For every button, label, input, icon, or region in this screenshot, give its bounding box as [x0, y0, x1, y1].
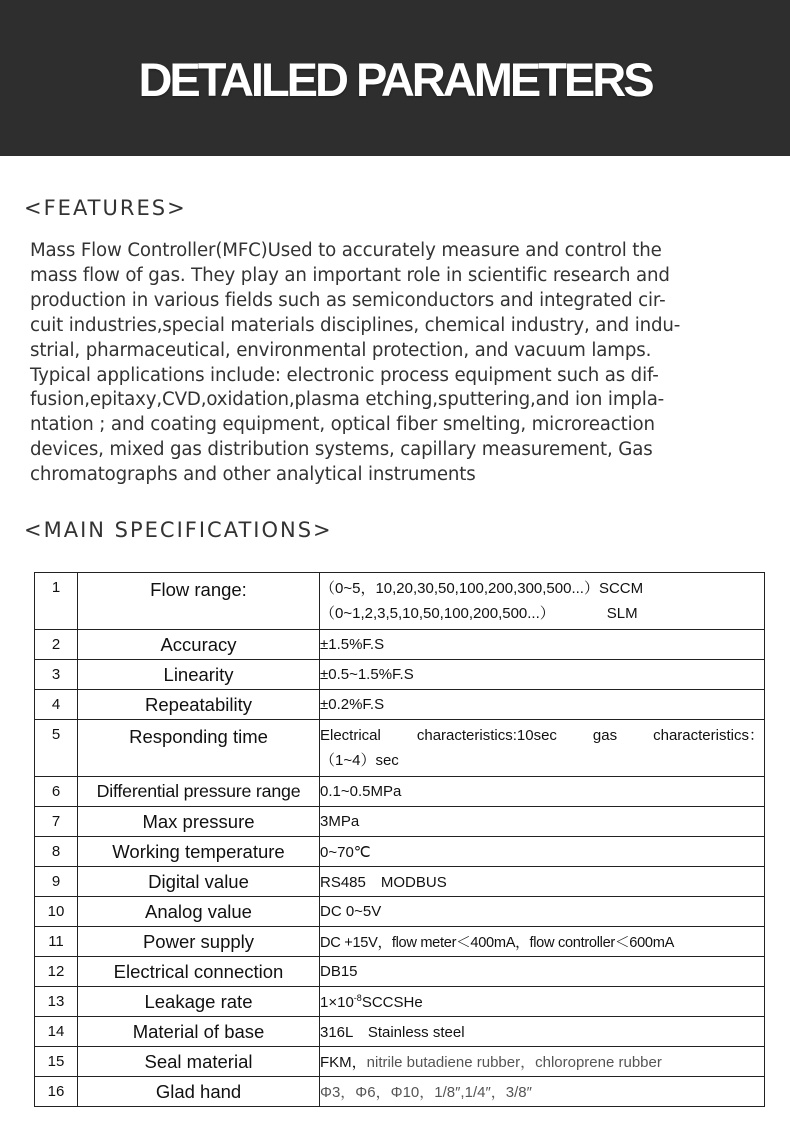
param-name: Linearity [78, 660, 320, 690]
row-number: 5 [35, 720, 78, 777]
param-name: Digital value [78, 867, 320, 897]
value-word: characteristics:10sec [416, 727, 557, 744]
param-name: Responding time [78, 720, 320, 777]
table-row [35, 1047, 765, 1077]
param-value: ±0.2%F.S [320, 690, 765, 720]
param-name: Analog value [78, 897, 320, 927]
table-row [35, 867, 765, 897]
param-value: 316L Stainless steel [320, 1017, 765, 1047]
param-name: Glad hand [78, 1077, 320, 1107]
value-exponent: -8 [353, 992, 362, 1003]
features-paragraph [30, 239, 775, 488]
value-text: （0~1,2,3,5,10,50,100,200,500...） [320, 605, 555, 622]
table-row [35, 987, 765, 1017]
param-name: Flow range: [78, 573, 320, 630]
value-line [320, 723, 764, 748]
value-line: （1~4）sec [320, 752, 399, 769]
table-row [35, 630, 765, 660]
row-number: 14 [35, 1017, 78, 1047]
table-row [35, 897, 765, 927]
value-line [320, 601, 764, 626]
param-name: Working temperature [78, 837, 320, 867]
value-word: gas [592, 727, 618, 744]
table-row [35, 1017, 765, 1047]
row-number: 12 [35, 957, 78, 987]
param-value: Φ3，Φ6，Φ10，1/8″,1/4″，3/8″ [320, 1077, 765, 1107]
param-name: Material of base [78, 1017, 320, 1047]
table-row [35, 1077, 765, 1107]
table-row [35, 927, 765, 957]
features-line: devices, mixed gas distribution systems, capillary measurement, Gas [30, 439, 653, 461]
features-line: Mass Flow Controller(MFC)Used to accurately measure and control the [30, 240, 662, 261]
features-line: ntation ; and coating equipment, optical fiber smelting, microreaction [30, 414, 655, 436]
features-heading: <FEATURES> [24, 196, 187, 220]
param-name: Accuracy [78, 630, 320, 660]
specifications-table [34, 572, 765, 1107]
param-name: Electrical connection [78, 957, 320, 987]
param-value: 0.1~0.5MPa [320, 777, 765, 807]
header-banner [0, 0, 790, 156]
table-row [35, 720, 765, 777]
table-row [35, 690, 765, 720]
param-value: DB15 [320, 957, 765, 987]
row-number: 2 [35, 630, 78, 660]
value-unit: SLM [606, 605, 638, 622]
param-value: ±1.5%F.S [320, 630, 765, 660]
param-value: DC +15V，flow meter＜400mA，flow controller＜600mA [320, 927, 765, 957]
row-number: 10 [35, 897, 78, 927]
table-row [35, 807, 765, 837]
param-value: RS485 MODBUS [320, 867, 765, 897]
param-name: Max pressure [78, 807, 320, 837]
features-line: fusion,epitaxy,CVD,oxidation,plasma etching,sputtering,and ion impla- [30, 389, 665, 411]
value-text: FKM， [320, 1054, 367, 1071]
value-base: 1×10 [320, 993, 354, 1011]
features-line: cuit industries,special materials disciplines, chemical industry, and indu- [30, 314, 681, 336]
row-number: 3 [35, 660, 78, 690]
param-value: 0~70℃ [320, 837, 765, 867]
table-row [35, 777, 765, 807]
param-value: DC 0~5V [320, 897, 765, 927]
banner-title: DETAILED PARAMETERS [138, 52, 652, 106]
param-value [320, 573, 765, 630]
param-value: 3MPa [320, 807, 765, 837]
value-text: nitrile butadiene rubber，chloroprene rubber [366, 1054, 662, 1071]
param-value: ±0.5~1.5%F.S [320, 660, 765, 690]
row-number: 6 [35, 777, 78, 807]
value-unit: SCCSHe [361, 993, 423, 1011]
value-word: characteristics： [653, 727, 764, 744]
specs-heading: <MAIN SPECIFICATIONS> [24, 518, 333, 542]
row-number: 9 [35, 867, 78, 897]
features-line: chromatographs and other analytical instruments [30, 464, 476, 486]
features-line: mass flow of gas. They play an important role in scientific research and [30, 264, 670, 286]
param-name: Differential pressure range [78, 777, 320, 807]
param-name: Repeatability [78, 690, 320, 720]
row-number: 7 [35, 807, 78, 837]
features-line: strial, pharmaceutical, environmental protection, and vacuum lamps. [30, 339, 652, 361]
param-name: Leakage rate [78, 987, 320, 1017]
param-name: Power supply [78, 927, 320, 957]
row-number: 15 [35, 1047, 78, 1077]
param-name: Seal material [78, 1047, 320, 1077]
param-value [320, 987, 765, 1017]
row-number: 4 [35, 690, 78, 720]
param-value [320, 720, 765, 777]
row-number: 13 [35, 987, 78, 1017]
table-row [35, 573, 765, 630]
row-number: 16 [35, 1077, 78, 1107]
row-number: 8 [35, 837, 78, 867]
value-word: Electrical [320, 727, 381, 744]
features-line: Typical applications include: electronic process equipment such as dif- [30, 364, 659, 386]
param-value [320, 1047, 765, 1077]
features-line: production in various fields such as semiconductors and integrated cir- [30, 289, 666, 311]
table-row [35, 660, 765, 690]
row-number: 1 [35, 573, 78, 630]
value-line: （0~5，10,20,30,50,100,200,300,500...）SCCM [320, 580, 644, 597]
row-number: 11 [35, 927, 78, 957]
table-row [35, 837, 765, 867]
table-row [35, 957, 765, 987]
